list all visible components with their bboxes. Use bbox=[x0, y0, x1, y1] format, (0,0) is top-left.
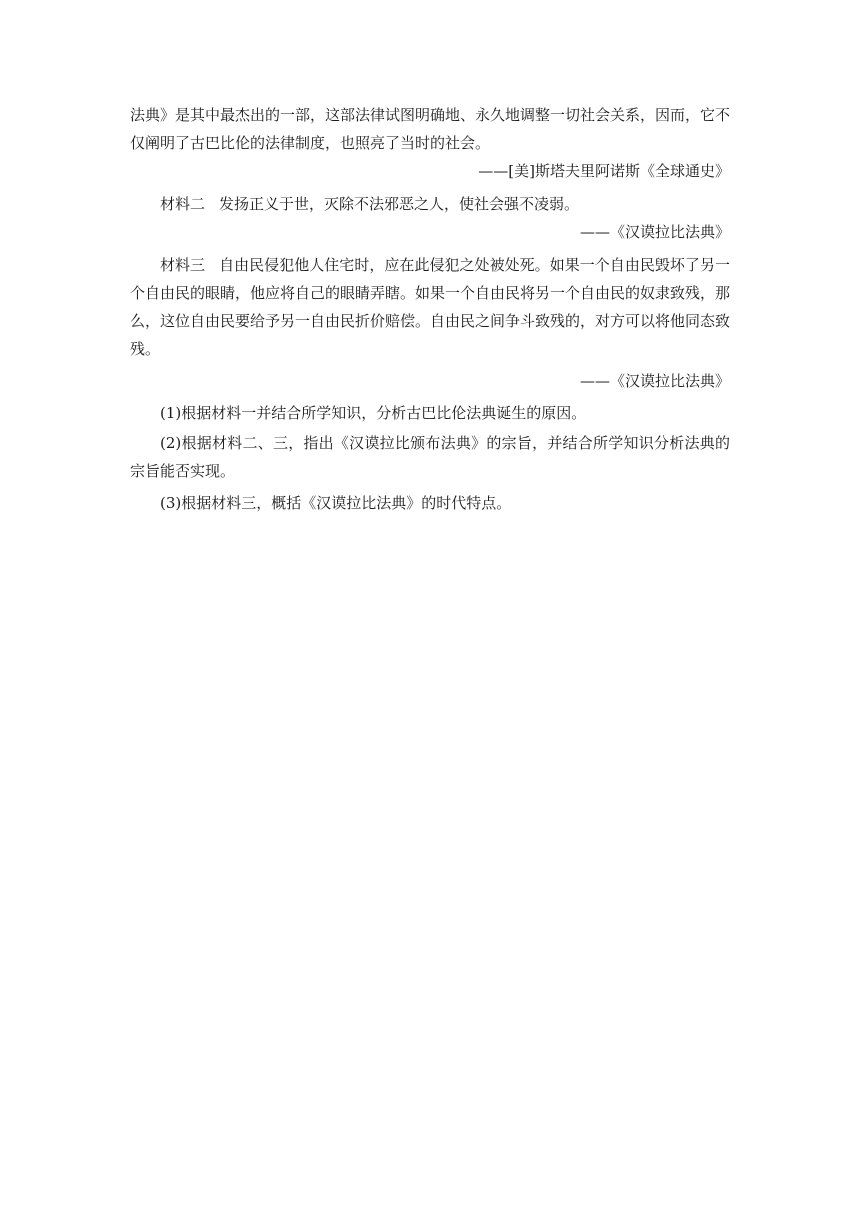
question-3: (3)根据材料三，概括《汉谟拉比法典》的时代特点。 bbox=[160, 494, 512, 512]
question-2-line-1: (2)根据材料二、三，指出《汉谟拉比颁布法典》的宗旨，并结合所学知识分析法典的 bbox=[160, 434, 730, 452]
question-2-line-2: 宗旨能否实现。 bbox=[130, 462, 236, 480]
material-one-source: ——[美]斯塔夫里阿诺斯《全球通史》 bbox=[478, 162, 730, 180]
material-one-line-2: 仅阐明了古巴比伦的法律制度，也照亮了当时的社会。 bbox=[130, 134, 491, 152]
material-one-line-1: 法典》是其中最杰出的一部，这部法律试图明确地、永久地调整一切社会关系，因而，它不 bbox=[130, 106, 731, 124]
material-two-label: 材料二 bbox=[160, 195, 206, 213]
material-three-line-1 bbox=[130, 255, 730, 275]
question-1: (1)根据材料一并结合所学知识，分析古巴比伦法典诞生的原因。 bbox=[160, 404, 587, 422]
material-two-paragraph bbox=[130, 194, 730, 214]
material-three-line-2: 个自由民的眼睛，他应将自己的眼睛弄瞎。如果一个自由民将另一个自由民的奴隶致残，那 bbox=[130, 284, 731, 302]
material-two-source: ——《汉谟拉比法典》 bbox=[579, 223, 730, 241]
material-three-line-3: 么，这位自由民要给予另一自由民折价赔偿。自由民之间争斗致残的，对方可以将他同态致 bbox=[130, 312, 731, 330]
material-three-text-1: 自由民侵犯他人住宅时，应在此侵犯之处被处死。如果一个自由民毁坏了另一 bbox=[219, 256, 730, 274]
material-three-label: 材料三 bbox=[160, 256, 206, 274]
material-two-text: 发扬正义于世，灭除不法邪恶之人，使社会强不凌弱。 bbox=[219, 195, 580, 213]
material-three-line-4: 残。 bbox=[130, 340, 161, 358]
material-three-source: ——《汉谟拉比法典》 bbox=[579, 372, 730, 390]
